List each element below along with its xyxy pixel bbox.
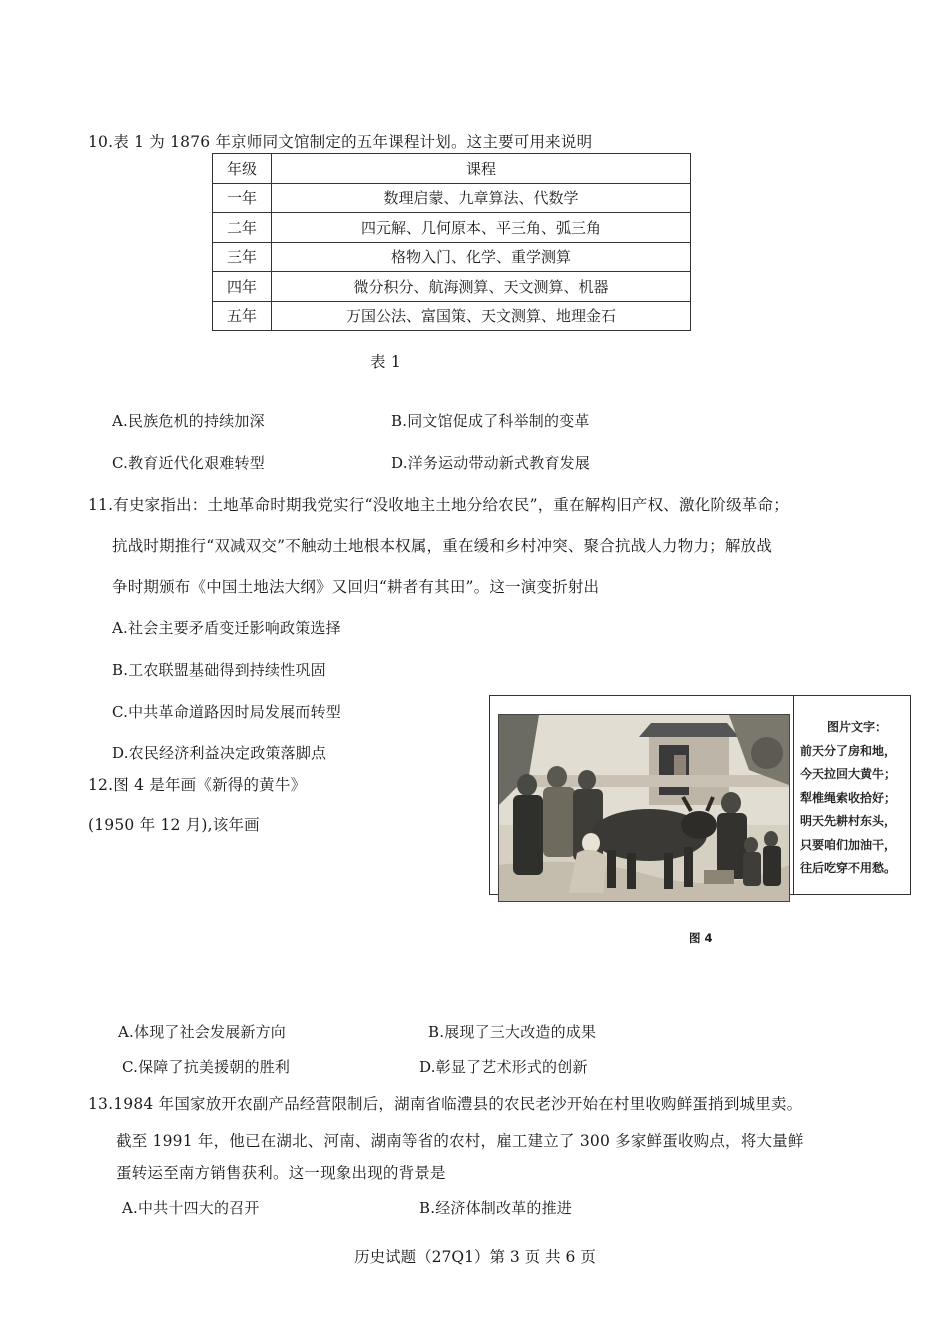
grade-cell: 二年 bbox=[213, 213, 272, 243]
figure-text-line: 犁椎绳索收拾好； bbox=[800, 790, 897, 805]
course-cell: 微分积分、航海测算、天文测算、机器 bbox=[272, 272, 691, 302]
table-caption: 表 1 bbox=[370, 353, 401, 371]
table-row bbox=[213, 213, 691, 243]
course-table bbox=[212, 153, 691, 331]
q12-option-d[interactable]: D.彰显了艺术形式的创新 bbox=[419, 1058, 588, 1076]
q11-option-c[interactable]: C.中共革命道路因时局发展而转型 bbox=[112, 703, 341, 721]
figure-text-line: 往后吃穿不用愁。 bbox=[800, 861, 897, 875]
q10-option-a[interactable]: A.民族危机的持续加深 bbox=[112, 412, 265, 430]
painting-illustration bbox=[499, 715, 789, 901]
figure-text-line: 明天先耕村东头， bbox=[800, 814, 897, 828]
figure-text-line: 今天拉回大黄牛； bbox=[800, 767, 897, 781]
q11-option-b[interactable]: B.工农联盟基础得到持续性巩固 bbox=[112, 661, 326, 679]
q13-option-a[interactable]: A.中共十四大的召开 bbox=[122, 1199, 260, 1217]
q11-stem-line-3: 争时期颁布《中国土地法大纲》又回归“耕者有其田”。这一演变折射出 bbox=[112, 578, 600, 596]
page-footer: 历史试题（27Q1）第 3 页 共 6 页 bbox=[354, 1248, 596, 1266]
course-cell: 格物入门、化学、重学测算 bbox=[272, 242, 691, 272]
header-course: 课程 bbox=[272, 154, 691, 184]
q12-stem-line-1: 12.图 4 是年画《新得的黄牛》 bbox=[88, 776, 307, 794]
table-row bbox=[213, 242, 691, 272]
figure-divider bbox=[793, 696, 794, 894]
figure-text-box bbox=[800, 716, 906, 881]
table-row bbox=[213, 301, 691, 331]
q13-stem-line-1: 13.1984 年国家放开农副产品经营限制后，湖南省临澧县的农民老沙开始在村里收购鲜蛋捎到城里卖。 bbox=[88, 1095, 803, 1113]
figure-text-line: 前天分了房和地， bbox=[800, 743, 897, 758]
figure-text-line: 只要咱们加油干， bbox=[800, 837, 897, 852]
grade-cell: 三年 bbox=[213, 242, 272, 272]
grade-cell: 五年 bbox=[213, 301, 272, 331]
table-row bbox=[213, 272, 691, 302]
q13-stem-line-2: 截至 1991 年，他已在湖北、河南、湖南等省的农村，雇工建立了 300 多家鲜蛋收购点，将大量鲜 bbox=[116, 1132, 804, 1150]
q10-option-b[interactable]: B.同文馆促成了科举制的变革 bbox=[391, 412, 590, 430]
table-header-row bbox=[213, 154, 691, 184]
grade-cell: 一年 bbox=[213, 183, 272, 213]
q12-stem-line-2: (1950 年 12 月),该年画 bbox=[88, 816, 260, 834]
q11-option-d[interactable]: D.农民经济利益决定政策落脚点 bbox=[112, 744, 327, 762]
header-grade: 年级 bbox=[213, 154, 272, 184]
figure-4-frame bbox=[489, 695, 911, 895]
q10-option-c[interactable]: C.教育近代化艰难转型 bbox=[112, 454, 265, 472]
table-row bbox=[213, 183, 691, 213]
q11-stem-line-1: 11.有史家指出：土地革命时期我党实行“没收地主土地分给农民”，重在解构旧产权、激化阶级革命； bbox=[88, 496, 789, 514]
q12-option-a[interactable]: A.体现了社会发展新方向 bbox=[118, 1023, 287, 1041]
course-cell: 数理启蒙、九章算法、代数学 bbox=[272, 183, 691, 213]
q13-stem-line-3: 蛋转运至南方销售获利。这一现象出现的背景是 bbox=[116, 1164, 446, 1182]
q11-stem-line-2: 抗战时期推行“双减双交”不触动土地根本权属，重在缓和乡村冲突、聚合抗战人力物力；解放战 bbox=[112, 537, 772, 555]
q12-option-b[interactable]: B.展现了三大改造的成果 bbox=[428, 1023, 597, 1041]
figure-caption: 图 4 bbox=[689, 931, 713, 945]
course-cell: 四元解、几何原本、平三角、弧三角 bbox=[272, 213, 691, 243]
q10-option-d[interactable]: D.洋务运动带动新式教育发展 bbox=[391, 454, 591, 472]
figure-text-heading: 图片文字： bbox=[826, 720, 887, 734]
course-cell: 万国公法、富国策、天文测算、地理金石 bbox=[272, 301, 691, 331]
q13-option-b[interactable]: B.经济体制改革的推进 bbox=[419, 1199, 572, 1217]
new-yellow-ox-painting bbox=[498, 714, 790, 902]
q10-stem: 10.表 1 为 1876 年京师同文馆制定的五年课程计划。这主要可用来说明 bbox=[88, 133, 593, 151]
grade-cell: 四年 bbox=[213, 272, 272, 302]
q12-option-c[interactable]: C.保障了抗美援朝的胜利 bbox=[122, 1058, 291, 1076]
q11-option-a[interactable]: A.社会主要矛盾变迁影响政策选择 bbox=[112, 619, 341, 637]
